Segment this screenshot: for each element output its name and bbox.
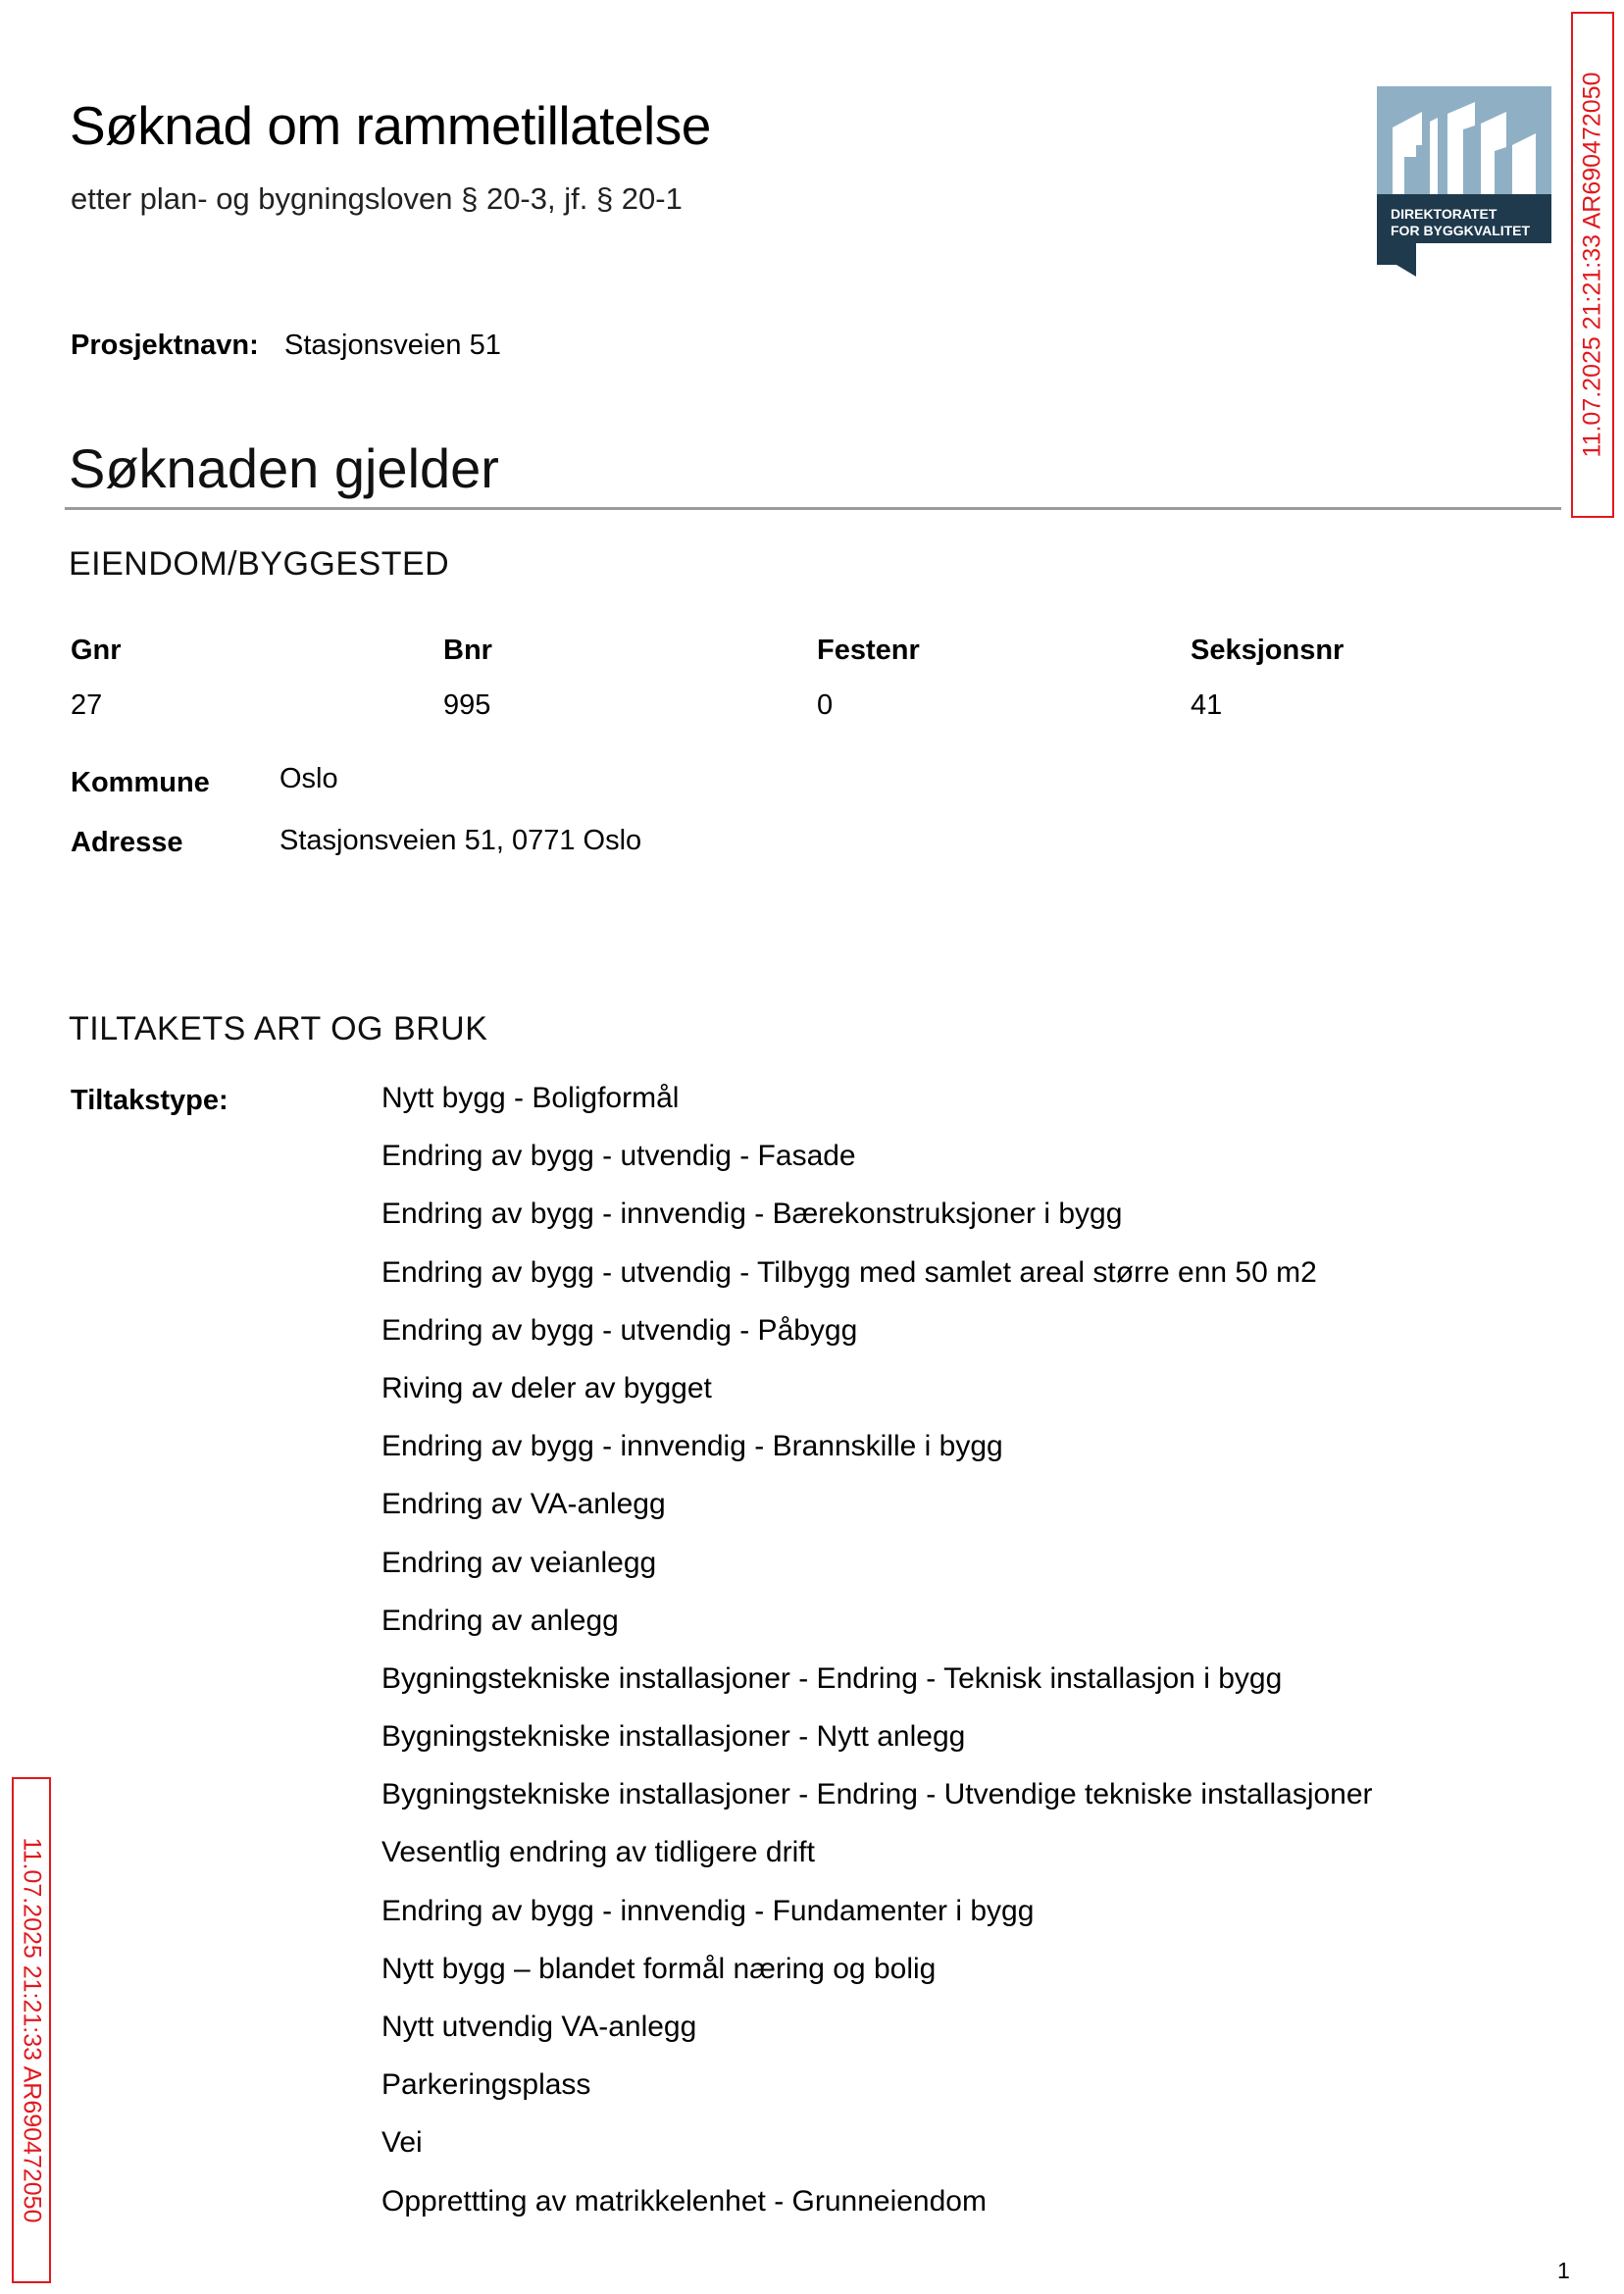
tiltak-heading: TILTAKETS ART OG BRUK bbox=[69, 1010, 488, 1047]
tiltakstype-item: Bygningstekniske installasjoner - Nytt anlegg bbox=[381, 1720, 966, 1754]
adresse-label: Adresse bbox=[71, 827, 183, 858]
gnr-label: Gnr bbox=[71, 635, 122, 666]
tiltakstype-item: Endring av veianlegg bbox=[381, 1546, 657, 1579]
tiltakstype-item: Endring av bygg - utvendig - Tilbygg med samlet areal større enn 50 m2 bbox=[381, 1255, 1317, 1289]
section-divider bbox=[65, 507, 1561, 510]
tiltakstype-item: Endring av bygg - innvendig - Fundamenter i bygg bbox=[381, 1894, 1035, 1927]
adresse-value: Stasjonsveien 51, 0771 Oslo bbox=[279, 825, 642, 856]
project-name-label: Prosjektnavn: bbox=[71, 330, 259, 361]
bnr-label: Bnr bbox=[443, 635, 492, 666]
document-title: Søknad om rammetillatelse bbox=[70, 95, 711, 156]
logo-text-line1: DIREKTORATET bbox=[1391, 206, 1497, 222]
seksjonsnr-value: 41 bbox=[1191, 689, 1223, 721]
timestamp-stamp-top bbox=[1571, 12, 1614, 518]
tiltakstype-item: Bygningstekniske installasjoner - Endring - Teknisk installasjon i bygg bbox=[381, 1661, 1283, 1695]
tiltakstype-label: Tiltakstype: bbox=[71, 1085, 228, 1116]
tiltakstype-item: Endring av anlegg bbox=[381, 1604, 619, 1637]
document-subtitle: etter plan- og bygningsloven § 20-3, jf. § 20-1 bbox=[71, 181, 683, 216]
dibk-logo-graphic bbox=[1377, 86, 1551, 277]
seksjonsnr-label: Seksjonsnr bbox=[1191, 635, 1345, 666]
page-number: 1 bbox=[1557, 2258, 1570, 2283]
property-heading: EIENDOM/BYGGESTED bbox=[69, 545, 450, 583]
project-name-value: Stasjonsveien 51 bbox=[284, 330, 501, 361]
tiltakstype-item: Endring av bygg - innvendig - Bærekonstruksjoner i bygg bbox=[381, 1198, 1123, 1231]
timestamp-stamp-top-text: 11.07.2025 21:21:33 AR690472050 bbox=[1578, 72, 1606, 458]
tiltakstype-item: Endring av bygg - innvendig - Brannskille i bygg bbox=[381, 1430, 1003, 1463]
logo-text-line2: FOR BYGGKVALITET bbox=[1391, 223, 1531, 238]
tiltakstype-item: Nytt utvendig VA-anlegg bbox=[381, 2011, 697, 2043]
timestamp-stamp-bottom bbox=[12, 1777, 51, 2283]
festenr-value: 0 bbox=[817, 689, 834, 721]
tiltakstype-item: Nytt bygg – blandet formål næring og bolig bbox=[381, 1952, 937, 1985]
festenr-label: Festenr bbox=[817, 635, 920, 666]
tiltakstype-item: Opprettting av matrikkelenhet - Grunneiendom bbox=[381, 2184, 987, 2218]
tiltakstype-item: Parkeringsplass bbox=[381, 2068, 591, 2102]
timestamp-stamp-bottom-text: 11.07.2025 21:21:33 AR690472050 bbox=[18, 1837, 46, 2223]
tiltakstype-item: Endring av bygg - utvendig - Fasade bbox=[381, 1140, 856, 1173]
tiltakstype-item: Vei bbox=[381, 2126, 423, 2160]
tiltakstype-item: Nytt bygg - Boligformål bbox=[381, 1082, 680, 1114]
tiltakstype-item: Endring av bygg - utvendig - Påbygg bbox=[381, 1313, 858, 1347]
kommune-value: Oslo bbox=[279, 763, 338, 794]
gnr-value: 27 bbox=[71, 689, 103, 721]
dibk-logo bbox=[1377, 86, 1551, 277]
section-title: Søknaden gjelder bbox=[69, 437, 499, 499]
tiltakstype-item: Endring av VA-anlegg bbox=[381, 1488, 666, 1521]
tiltakstype-item: Vesentlig endring av tidligere drift bbox=[381, 1836, 815, 1869]
tiltakstype-item: Riving av deler av bygget bbox=[381, 1371, 712, 1404]
bnr-value: 995 bbox=[443, 689, 491, 721]
tiltakstype-item: Bygningstekniske installasjoner - Endring - Utvendige tekniske installasjoner bbox=[381, 1778, 1373, 1811]
kommune-label: Kommune bbox=[71, 767, 210, 798]
tiltakstype-list bbox=[381, 1079, 1373, 2240]
